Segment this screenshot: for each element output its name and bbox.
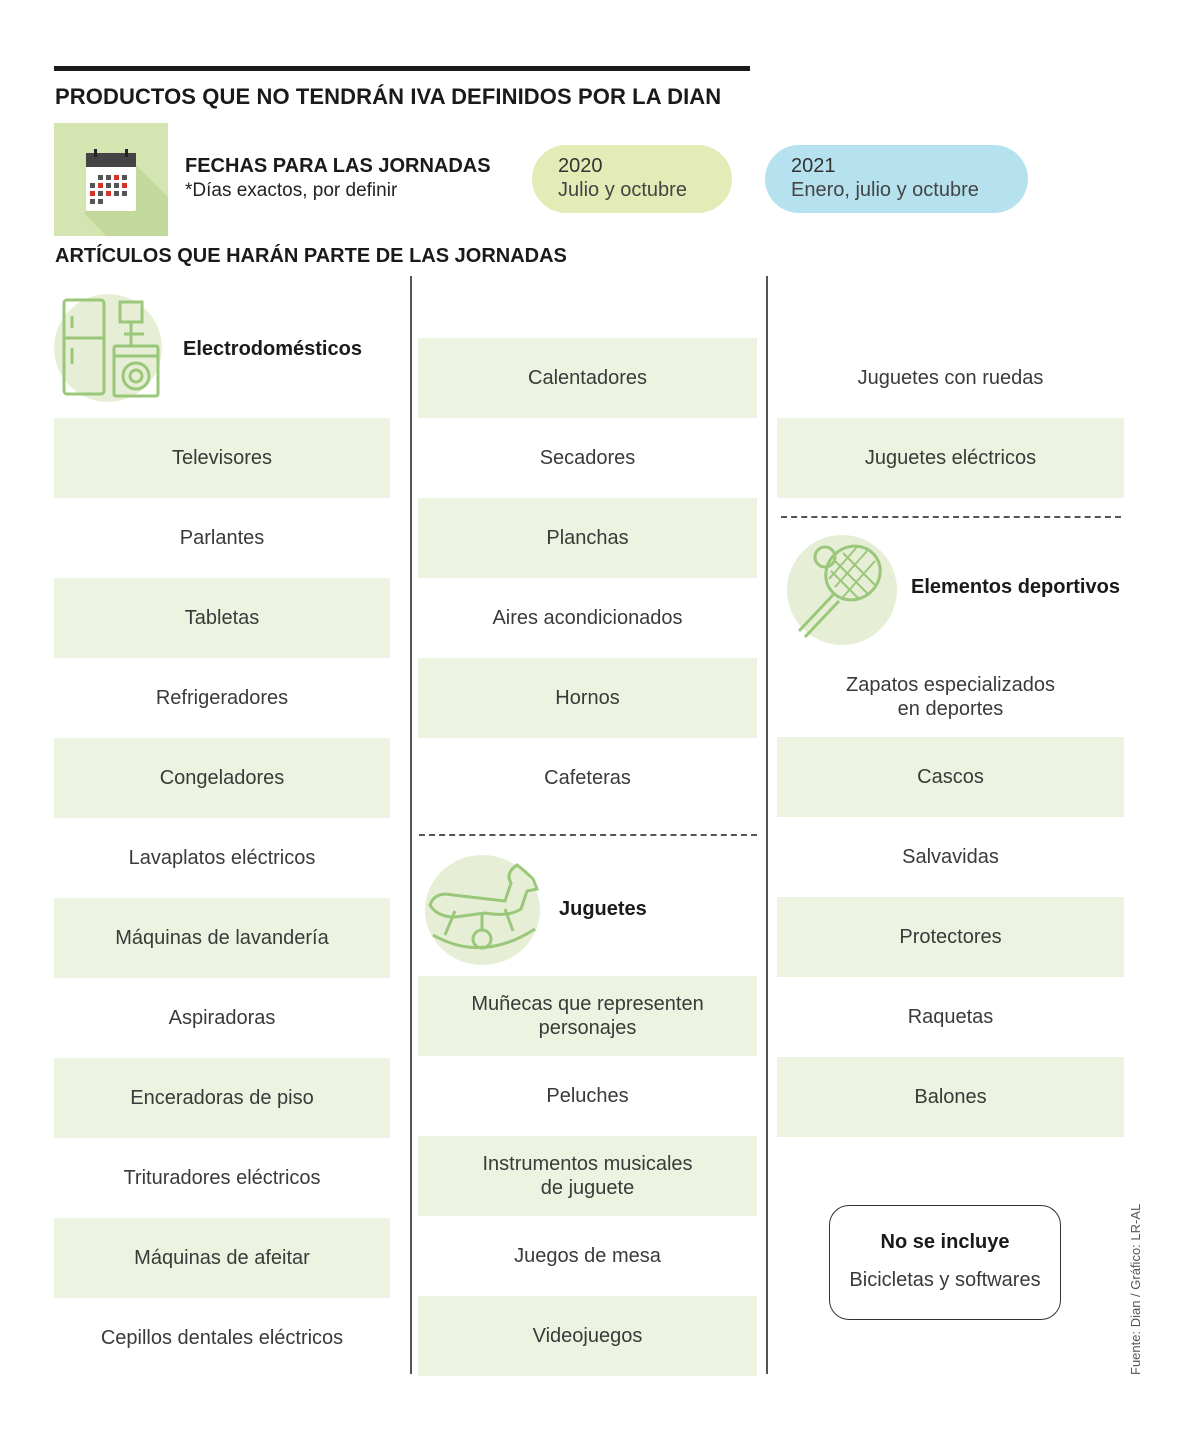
dates-note: *Días exactos, por definir [185, 180, 398, 201]
rocking-horse-icon-circle [425, 855, 540, 965]
list-item: Peluches [546, 1085, 629, 1107]
list-item: Videojuegos [418, 1296, 757, 1376]
tennis-racket-icon-circle [787, 535, 897, 645]
list-item: Raquetas [907, 1006, 994, 1028]
category-deportes: Elementos deportivos [911, 576, 1120, 598]
dates-heading: FECHAS PARA LAS JORNADAS [185, 155, 491, 177]
calendar-icon [54, 123, 168, 236]
list-item: Televisores [54, 418, 390, 498]
list-item: Balones [777, 1057, 1124, 1137]
list-item: Zapatos especializados en deportes [845, 674, 1055, 720]
list-item: Máquinas de afeitar [54, 1218, 390, 1298]
list-item: Parlantes [179, 527, 265, 549]
list-item: Enceradoras de piso [54, 1058, 390, 1138]
column-toys-2 [777, 338, 1124, 498]
list-item: Juegos de mesa [514, 1245, 661, 1267]
column-sports [777, 657, 1124, 1137]
column-toys [418, 976, 757, 1376]
list-item: Juguetes con ruedas [857, 367, 1044, 389]
list-item: Cascos [777, 737, 1124, 817]
column-electro [54, 418, 390, 1378]
list-item: Máquinas de lavandería [54, 898, 390, 978]
section-divider [419, 834, 757, 836]
page-title: PRODUCTOS QUE NO TENDRÁN IVA DEFINIDOS POR LA DIAN [55, 84, 722, 109]
column-divider [410, 276, 412, 1374]
list-item: Salvavidas [902, 846, 999, 868]
rocking-horse-icon [425, 855, 540, 965]
list-item: Hornos [418, 658, 757, 738]
list-item: Calentadores [418, 338, 757, 418]
list-item: Refrigeradores [155, 687, 289, 709]
list-item: Trituradores eléctricos [123, 1167, 321, 1189]
list-item: Secadores [539, 447, 636, 469]
list-item: Congeladores [54, 738, 390, 818]
list-item: Aspiradoras [168, 1007, 276, 1029]
articles-heading: ARTÍCULOS QUE HARÁN PARTE DE LAS JORNADAS [55, 245, 567, 267]
excluded-heading: No se incluye [880, 1231, 1010, 1253]
top-rule [54, 66, 750, 71]
category-electro: Electrodomésticos [183, 338, 362, 360]
pill-2020-months: Julio y octubre [558, 179, 687, 201]
list-item: Juguetes eléctricos [777, 418, 1124, 498]
list-item: Cepillos dentales eléctricos [100, 1327, 344, 1349]
list-item: Planchas [418, 498, 757, 578]
section-divider [781, 516, 1121, 518]
list-item: Muñecas que representen personajes [418, 976, 757, 1056]
appliances-icon-circle [54, 294, 162, 402]
list-item: Tabletas [54, 578, 390, 658]
list-item: Aires acondicionados [492, 607, 683, 629]
appliances-icon [54, 294, 162, 402]
excluded-text: Bicicletas y softwares [849, 1269, 1041, 1291]
list-item: Protectores [777, 897, 1124, 977]
source-credit: Fuente: Dian / Gráfico: LR-AL [1128, 1203, 1143, 1375]
list-item: Lavaplatos eléctricos [128, 847, 316, 869]
pill-2020 [532, 145, 732, 213]
tennis-racket-icon [787, 535, 897, 645]
pill-2020-year: 2020 [558, 155, 603, 177]
list-item: Instrumentos musicales de juguete [418, 1136, 757, 1216]
column-divider [766, 276, 768, 1374]
calendar-tile [54, 123, 168, 236]
column-electro-2 [418, 338, 757, 818]
list-item: Cafeteras [544, 767, 631, 789]
excluded-box [829, 1205, 1061, 1320]
pill-2021-year: 2021 [791, 155, 836, 177]
category-juguetes: Juguetes [559, 898, 647, 920]
pill-2021 [765, 145, 1028, 213]
pill-2021-months: Enero, julio y octubre [791, 179, 979, 201]
